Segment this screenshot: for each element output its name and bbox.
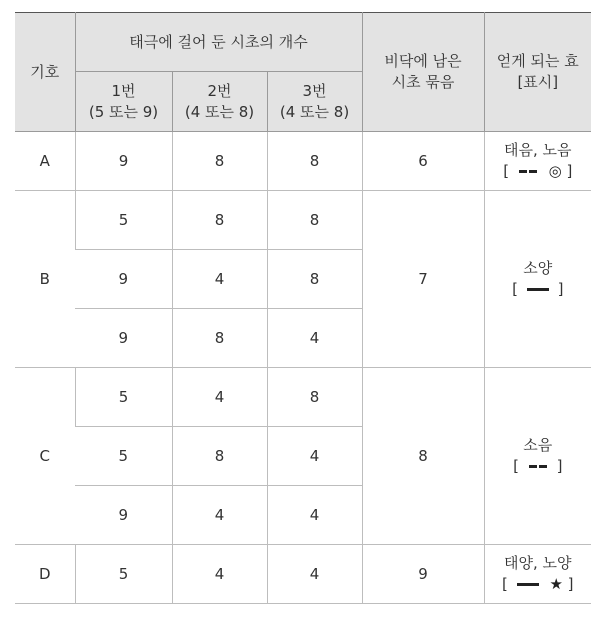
result-name: 소음 — [523, 436, 553, 454]
cell-remaining: 8 — [362, 368, 484, 545]
broken-line-icon — [528, 456, 548, 477]
cell-remaining: 7 — [362, 191, 484, 368]
hexagram-table — [15, 12, 591, 604]
cell-count-3: 4 — [267, 545, 362, 604]
header-col3-sub: (4 또는 8) — [279, 102, 350, 121]
cell-count-2: 4 — [172, 250, 267, 309]
header-remaining-line2: 시초 묶음 — [391, 73, 455, 91]
cell-count-1: 9 — [75, 132, 172, 191]
table-row — [15, 545, 591, 604]
header-col2-sub: (4 또는 8) — [184, 102, 255, 121]
row-symbol: C — [15, 368, 75, 545]
cell-count-2: 4 — [172, 368, 267, 427]
cell-count-2: 4 — [172, 545, 267, 604]
table-row — [15, 191, 591, 250]
cell-count-3: 4 — [267, 427, 362, 486]
cell-count-2: 4 — [172, 486, 267, 545]
header-result-line — [484, 13, 591, 132]
result-name: 소양 — [523, 259, 553, 277]
header-col3 — [267, 72, 362, 132]
header-col1-title: 1번 — [111, 81, 136, 100]
star-icon: ★ — [549, 575, 563, 593]
bracket-open: [ — [513, 457, 519, 475]
cell-count-3: 8 — [267, 250, 362, 309]
cell-result — [484, 545, 591, 604]
cell-remaining: 6 — [362, 132, 484, 191]
cell-count-1: 9 — [75, 486, 172, 545]
solid-line-icon — [527, 288, 549, 291]
row-symbol: A — [15, 132, 75, 191]
cell-count-2: 8 — [172, 309, 267, 368]
row-symbol: B — [15, 191, 75, 368]
cell-count-2: 8 — [172, 427, 267, 486]
bracket-close: ] — [556, 457, 563, 475]
cell-result — [484, 191, 591, 368]
bracket-open: [ — [503, 162, 510, 180]
header-count-group: 태극에 걸어 둔 시초의 개수 — [75, 13, 362, 72]
bracket-close: ] — [567, 575, 574, 593]
header-col1 — [75, 72, 172, 132]
cell-count-3: 4 — [267, 486, 362, 545]
result-name: 태음, 노음 — [504, 141, 572, 159]
header-col2 — [172, 72, 267, 132]
result-mark — [502, 575, 574, 593]
cell-count-1: 5 — [75, 368, 172, 427]
header-result-line2: [표시] — [517, 73, 559, 91]
result-mark — [503, 162, 572, 180]
cell-count-2: 8 — [172, 191, 267, 250]
result-mark — [512, 280, 563, 298]
cell-result — [484, 132, 591, 191]
row-symbol: D — [15, 545, 75, 604]
header-remaining-line1: 비닥에 남은 — [384, 52, 462, 70]
bracket-close: ] — [566, 162, 573, 180]
table-row — [15, 132, 591, 191]
double-circle-icon: ◎ — [548, 162, 562, 180]
bracket-open: [ — [512, 280, 518, 298]
bracket-close: ] — [557, 280, 564, 298]
header-col3-title: 3번 — [302, 81, 327, 100]
header-remaining-bundles — [362, 13, 484, 132]
result-name: 태양, 노양 — [504, 554, 572, 572]
solid-line-icon — [517, 583, 539, 586]
header-result-line1: 얻게 되는 효 — [496, 52, 579, 70]
cell-count-1: 9 — [75, 250, 172, 309]
cell-count-3: 8 — [267, 191, 362, 250]
broken-line-icon — [518, 161, 538, 182]
header-col2-title: 2번 — [207, 81, 232, 100]
cell-count-1: 5 — [75, 191, 172, 250]
cell-count-3: 4 — [267, 309, 362, 368]
cell-count-1: 9 — [75, 309, 172, 368]
table-row — [15, 368, 591, 427]
cell-remaining: 9 — [362, 545, 484, 604]
header-col1-sub: (5 또는 9) — [88, 102, 159, 121]
cell-result — [484, 368, 591, 545]
cell-count-3: 8 — [267, 368, 362, 427]
cell-count-1: 5 — [75, 427, 172, 486]
result-mark — [513, 457, 562, 475]
cell-count-1: 5 — [75, 545, 172, 604]
bracket-open: [ — [502, 575, 508, 593]
header-symbol: 기호 — [15, 13, 75, 132]
cell-count-2: 8 — [172, 132, 267, 191]
cell-count-3: 8 — [267, 132, 362, 191]
